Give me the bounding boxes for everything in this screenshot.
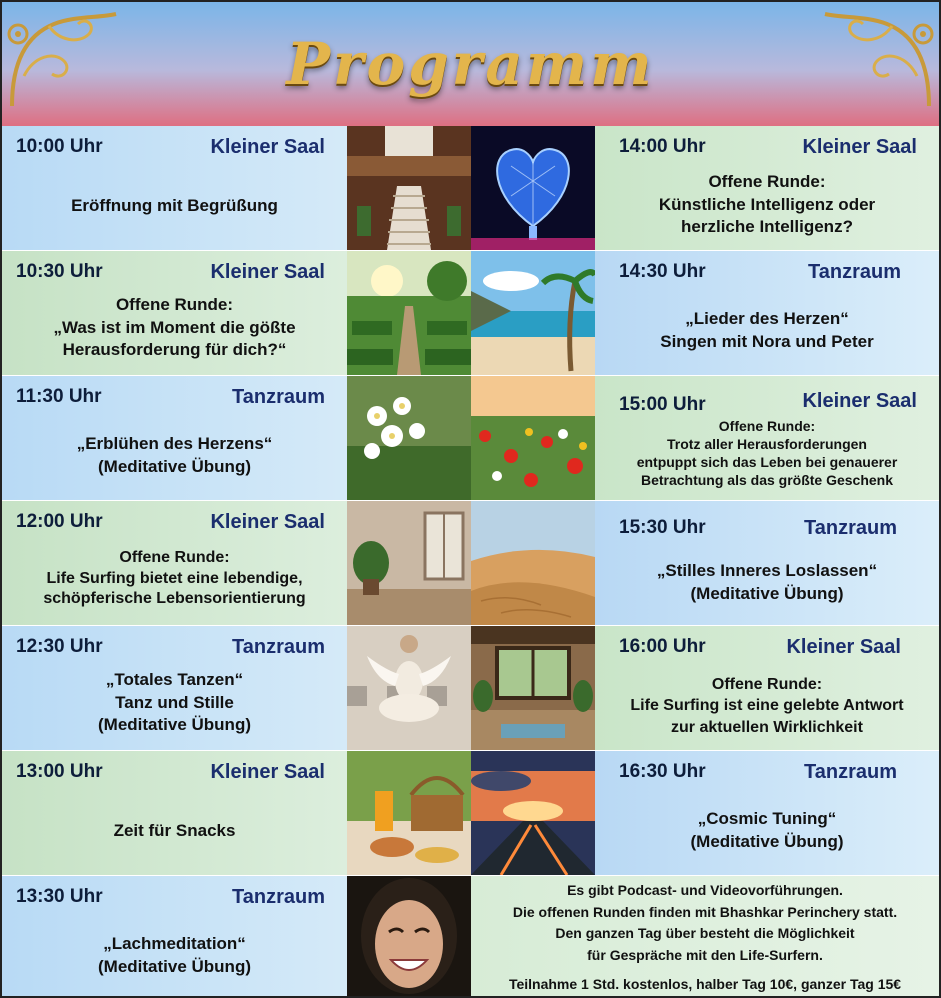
item-time: 16:30 Uhr [619,761,706,782]
item-description [2,168,347,244]
item-time: 13:30 Uhr [16,886,103,907]
corner-flourish-icon [817,6,937,116]
item-time: 14:30 Uhr [619,261,706,282]
item-time: 11:30 Uhr [16,386,102,407]
white-blossoms-photo [347,376,471,500]
item-description [595,412,939,494]
schedule-item [2,376,347,500]
description-line: Offene Runde: [119,548,230,566]
description-line: herzliche Intelligenz? [681,217,853,237]
empty-room-plant-photo [347,501,471,625]
schedule-item [2,876,347,998]
description-line: „Cosmic Tuning“ [697,809,837,829]
item-room: Tanzraum [232,636,325,658]
info-line: Den ganzen Tag über besteht die Möglichkeit [555,925,855,942]
description-line: Betrachtung als das größte Geschenk [640,472,894,489]
item-time: 10:30 Uhr [16,261,103,282]
item-time: 12:00 Uhr [16,511,103,532]
item-room: Tanzraum [808,261,901,283]
crystal-heart-photo [471,126,595,250]
description-line: (Meditative Übung) [98,457,251,476]
description-line: (Meditative Übung) [690,832,844,851]
description-line: Tanz und Stille [115,692,234,712]
yoga-room-photo [471,626,595,750]
item-room: Kleiner Saal [210,261,325,283]
schedule-item [595,376,939,500]
item-description [2,287,347,369]
schedule-item [595,626,939,750]
schedule-item [595,501,939,625]
description-line: „Erblühen des Herzens“ [76,434,273,454]
info-box [471,876,939,998]
schedule-item [2,501,347,625]
item-description [595,793,939,869]
item-time: 16:00 Uhr [619,636,706,657]
description-line: Singen mit Nora und Peter [660,332,874,351]
description-line: Trotz aller Herausforderungen [667,435,867,452]
item-description [2,662,347,744]
schedule-item [2,126,347,250]
info-line: Es gibt Podcast- und Videovorführungen. [567,882,843,898]
schedule-item [2,251,347,375]
description-line: Künstliche Intelligenz oder [658,194,876,214]
item-time: 12:30 Uhr [16,636,103,657]
item-description [595,547,939,619]
item-room: Tanzraum [232,386,325,408]
price-info: Teilnahme 1 Std. kostenlos, halber Tag 10€, ganzer Tag 15€ [508,975,902,992]
page-title: Programm [286,30,655,98]
description-line: Life Surfing bietet eine lebendige, [46,569,303,587]
item-time: 14:00 Uhr [619,136,706,157]
item-time: 15:30 Uhr [619,517,706,538]
picnic-snacks-photo [347,751,471,875]
item-description [595,166,939,244]
description-line: Offene Runde: [711,675,823,693]
description-line: (Meditative Übung) [690,584,844,603]
description-line: „Lachmeditation“ [103,934,246,954]
description-line: Zeit für Snacks [113,820,236,840]
item-room: Kleiner Saal [802,136,917,158]
garden-path-photo [347,251,471,375]
desert-dunes-photo [471,501,595,625]
item-room: Tanzraum [804,761,897,783]
info-line: für Gespräche mit den Life-Surfern. [587,947,823,964]
item-description [2,539,347,619]
item-room: Kleiner Saal [802,390,917,412]
schedule-item [595,126,939,250]
description-line: Offene Runde: [115,294,234,314]
description-line: „Was ist im Moment die gößte [53,317,296,337]
item-room: Kleiner Saal [210,511,325,533]
item-description [595,293,939,369]
schedule-item [2,626,347,750]
info-line: Die offenen Runden finden mit Bhashkar Perinchery statt. [512,903,898,920]
description-line: Life Surfing ist eine gelebte Antwort [630,697,904,715]
description-line: „Lieder des Herzen“ [685,309,849,329]
description-line: Eröffnung mit Begrüßung [71,195,278,215]
description-line: „Totales Tanzen“ [105,669,244,689]
item-time: 10:00 Uhr [16,136,103,157]
description-line: Herausforderung für dich?“ [62,340,287,360]
item-description [2,418,347,494]
description-line: schöpferische Lebensorientierung [43,590,306,608]
schedule-item [2,751,347,875]
item-room: Tanzraum [804,517,897,539]
description-line: (Meditative Übung) [98,715,251,735]
item-room: Kleiner Saal [210,136,325,158]
item-room: Tanzraum [232,886,325,908]
description-line: Offene Runde: [708,171,826,191]
item-room: Kleiner Saal [786,636,901,658]
item-description [595,668,939,744]
item-time: 15:00 Uhr [619,394,706,415]
laughing-woman-photo [347,876,471,998]
dancing-angel-photo [347,626,471,750]
header-banner [2,2,939,126]
schedule-item [595,251,939,375]
description-line: „Stilles Inneres Loslassen“ [656,561,878,581]
schedule-item [595,751,939,875]
description-line: (Meditative Übung) [98,957,251,976]
item-time: 13:00 Uhr [16,761,103,782]
description-line: zur aktuellen Wirklichkeit [671,718,863,736]
staircase-hall-photo [347,126,471,250]
sunset-road-photo [471,751,595,875]
item-description [2,793,347,869]
description-line: Offene Runde: [718,417,816,434]
description-line: entpuppt sich das Leben bei genauerer [636,454,898,470]
beach-palm-photo [471,251,595,375]
item-room: Kleiner Saal [210,761,325,783]
item-description [2,918,347,994]
wildflower-meadow-photo [471,376,595,500]
